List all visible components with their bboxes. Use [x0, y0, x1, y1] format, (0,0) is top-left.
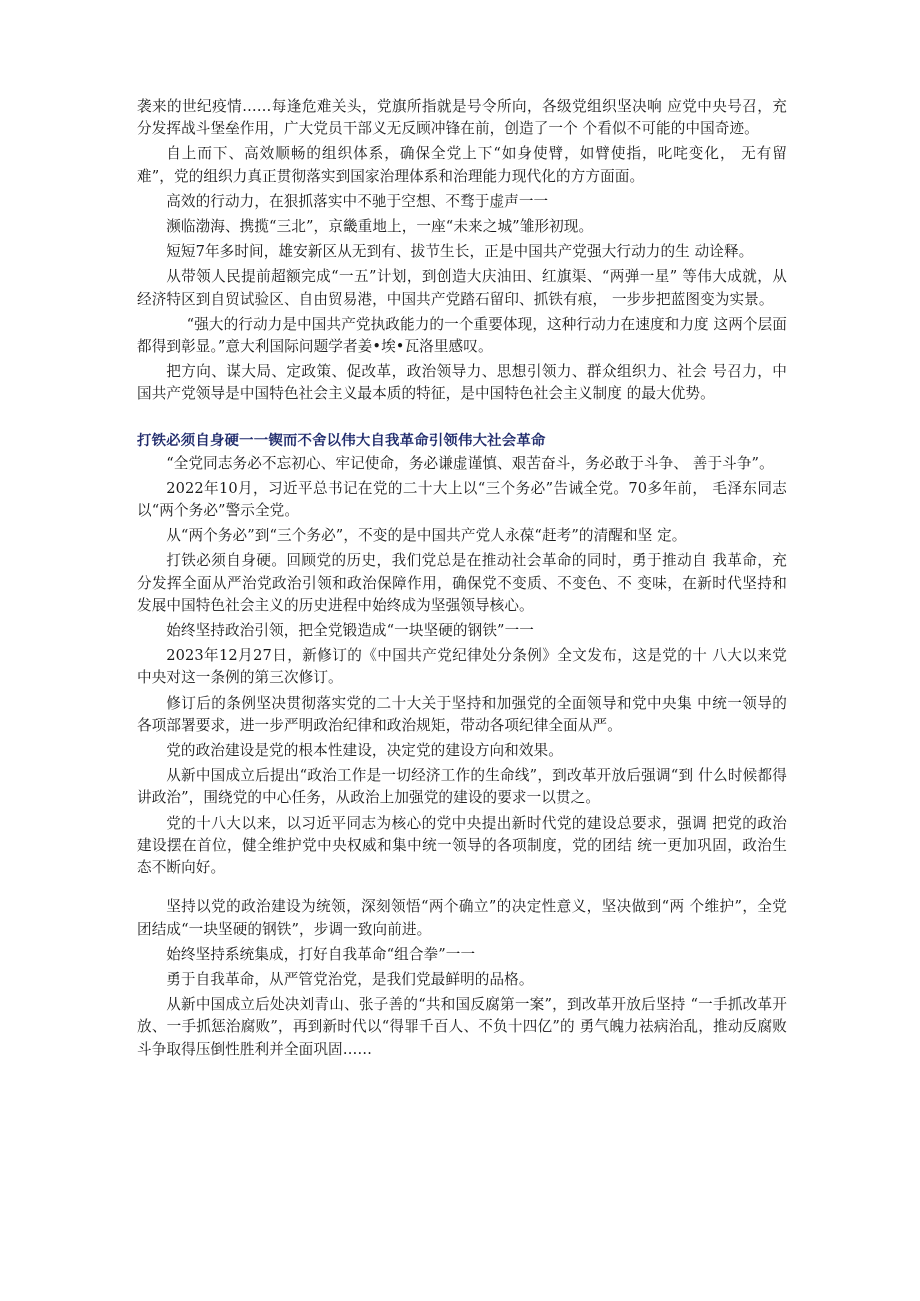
quote-paragraph: “强大的行动力是中国共产党执政能力的一个重要体现，这种行动力在速度和力度 这两个层面都得到彰显。”意大利国际问题学者姜•埃•瓦洛里感叹。 [137, 315, 787, 356]
paragraph-gap [137, 882, 787, 896]
paragraph: 从“两个务必”到“三个务必”，不变的是中国共产党人永葆“赶考”的清醒和坚 定。 [166, 527, 687, 545]
paragraph: 袭来的世纪疫情……每逢危难关头，党旗所指就是号令所向，各级党组织坚决响 应党中央号召，充分发挥战斗堡垒作用，广大党员干部义无反顾冲锋在前，创造了一个 个看似不可能的中国奇迹。 [137, 98, 787, 138]
paragraph: 党的政治建设是党的根本性建设，决定党的建设方向和效果。 [166, 742, 563, 760]
section-heading: 打铁必须自身硬一一锲而不舍以伟大自我革命引领伟大社会革命 [137, 432, 546, 449]
paragraph: 把方向、谋大局、定政策、促改革，政治领导力、思想引领力、群众组织力、社会 号召力，中国共产党领导是中国特色社会主义最本质的特征，是中国特色社会主义制度 的最大优势。 [137, 363, 787, 403]
paragraph: 自上而下、高效顺畅的组织体系，确保全党上下“如身使臂，如臂使指，叱咤变化， 无有留难”，党的组织力真正贯彻落实到国家治理体系和治理能力现代化的方方面面。 [137, 145, 787, 185]
paragraph: 从新中国成立后提出“政治工作是一切经济工作的生命线”，到改革开放后强调“到 什么时候都得讲政治”，围绕党的中心任务，从政治上加强党的建设的要求一以贯之。 [137, 767, 787, 807]
paragraph: 始终坚持系统集成，打好自我革命“组合拳”一一 [166, 945, 476, 963]
paragraph: 濒临渤海、携揽“三北”，京畿重地上，一座“未来之城”雏形初现。 [166, 218, 594, 236]
paragraph: 打铁必须自身硬。回顾党的历史，我们党总是在推动社会革命的同时，勇于推动自 我革命，充分发挥全面从严治党政治引领和政治保障作用，确保党不变质、不变色、不 变味，在新时代坚持和发展中国特色社会主义的历史进程中始终成为坚强领导核心。 [137, 552, 787, 614]
paragraph: 2022年10月，习近平总书记在党的二十大上以“三个务必”告诫全党。70多年前， 毛泽东同志以“两个务必”警示全党。 [137, 479, 787, 520]
paragraph: 始终坚持政治引领，把全党锻造成“一块坚硬的钢铁”一一 [166, 622, 534, 640]
paragraph: 2023年12月27日，新修订的《中国共产党纪律处分条例》全文发布，这是党的十 八大以来党中央对这一条例的第三次修订。 [137, 647, 787, 687]
paragraph: 短短7年多时间，雄安新区从无到有、拔节生长，正是中国共产党强大行动力的生 动诠释。 [166, 243, 754, 261]
paragraph: 党的十八大以来，以习近平同志为核心的党中央提出新时代党的建设总要求，强调 把党的政治建设摆在首位，健全维护党中央权威和集中统一领导的各项制度，党的团结 统一更加巩固，政治生态不断向好。 [137, 814, 787, 877]
paragraph: “全党同志务必不忘初心、牢记使命，务必谦虚谨慎、艰苦奋斗，务必敢于斗争、 善于斗争”。 [166, 454, 774, 472]
paragraph: 从带领人民提前超额完成“一五”计划，到创造大庆油田、红旗渠、“两弹一星” 等伟大成就，从经济特区到自贸试验区、自由贸易港，中国共产党踏石留印、抓铁有痕， 一步步把蓝图变为实景。 [137, 268, 787, 308]
paragraph: 修订后的条例坚决贯彻落实党的二十大关于坚持和加强党的全面领导和党中央集 中统一领导的各项部署要求，进一步严明政治纪律和政治规矩，带动各项纪律全面从严。 [137, 694, 787, 734]
paragraph: 高效的行动力，在狠抓落实中不驰于空想、不骛于虚声一一 [166, 192, 549, 210]
paragraph: 从新中国成立后处决刘青山、张子善的“共和国反腐第一案”，到改革开放后坚持 “一手抓改革开放、一手抓惩治腐败”，再到新时代以“得罪千百人、不负十四亿”的 勇气魄力祛病治乱，推动反腐败斗争取得压倒性胜利并全面巩固…… [137, 996, 787, 1058]
paragraph: 勇于自我革命，从严管党治党，是我们党最鲜明的品格。 [166, 970, 534, 988]
document-page [137, 96, 787, 1064]
paragraph: 坚持以党的政治建设为统领，深刻领悟“两个确立”的决定性意义，坚决做到“两 个维护”，全党团结成“一块坚硬的钢铁”，步调一致向前进。 [137, 898, 787, 938]
